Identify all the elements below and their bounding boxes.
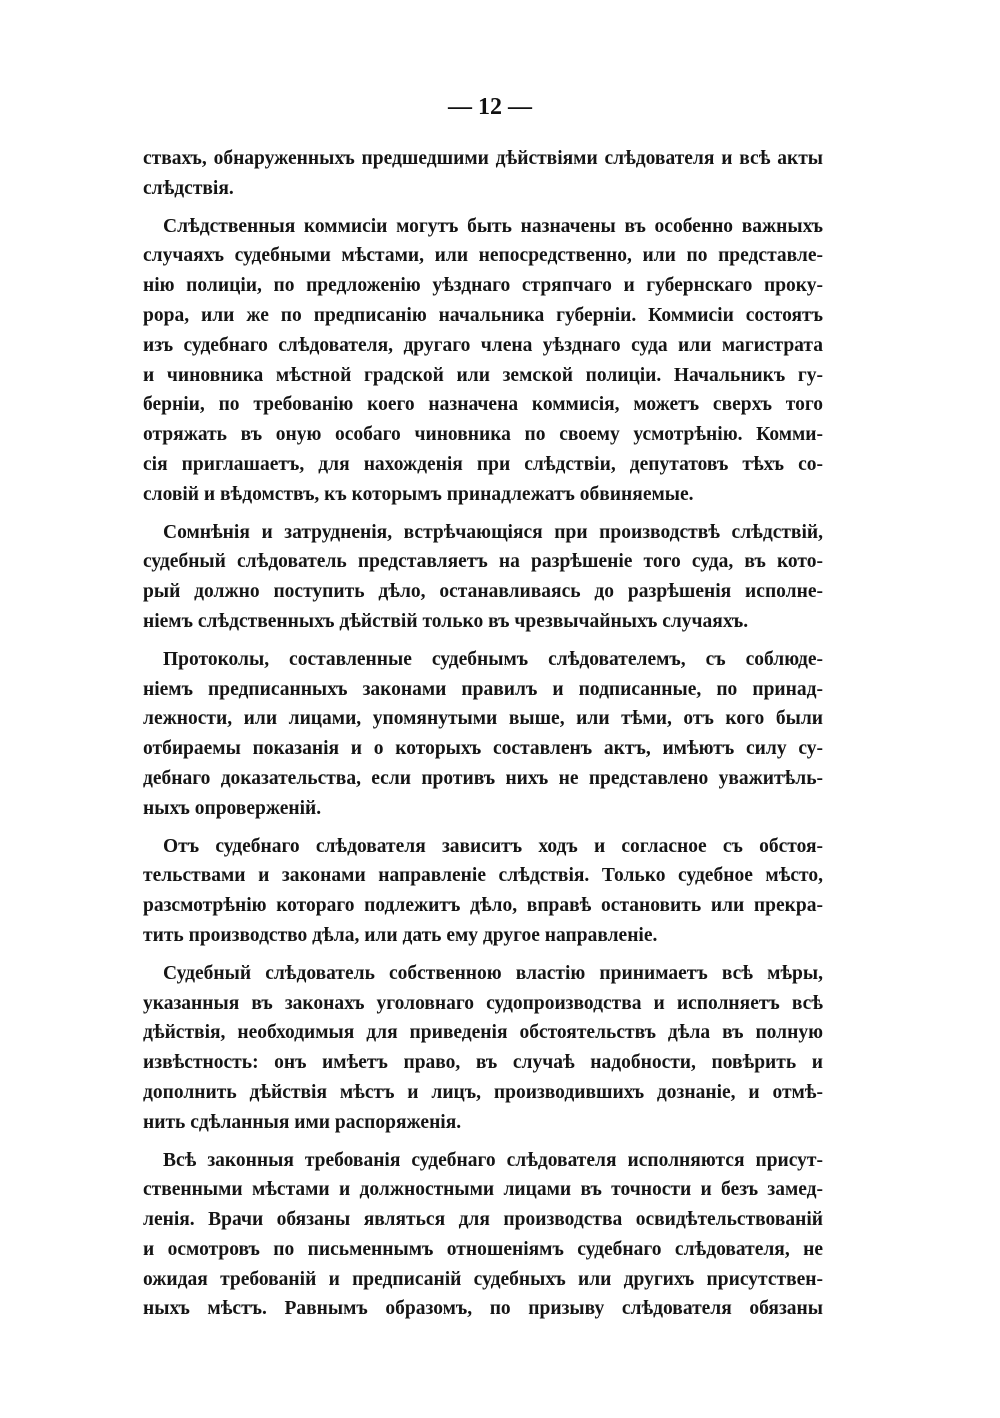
text-line: и чиновника мѣстной градской или земской полиціи. Начальникъ гу- [143, 364, 823, 386]
paragraph [143, 144, 823, 204]
text-line: ніемъ предписанныхъ законами правилъ и подписанные, по принад- [143, 678, 823, 700]
text-line: отбираемы показанія и о которыхъ составленъ актъ, имѣютъ силу су- [143, 738, 823, 760]
text-line: нить сдѣланныя ими распоряженія. [143, 1111, 462, 1133]
text-line: Протоколы, составленные судебнымъ слѣдователемъ, съ соблюде- [163, 648, 823, 670]
paragraph [143, 645, 823, 824]
text-line: Отъ судебнаго слѣдователя зависитъ ходъ и согласное съ обстоя- [163, 835, 823, 857]
text-line: ныхъ мѣстъ. Равнымъ образомъ, по призыву слѣдователя обязаны [143, 1298, 823, 1320]
paragraph [143, 212, 823, 510]
text-line: лежности, или лицами, упомянутыми выше, или тѣми, отъ кого были [143, 708, 823, 730]
text-line: слѣдствія. [143, 177, 234, 199]
text-line: Слѣдственныя коммисіи могутъ быть назначены въ особенно важныхъ [163, 215, 823, 237]
text-line: рора, или же по предписанію начальника губерніи. Коммисіи состоятъ [143, 304, 823, 326]
paragraph [143, 959, 823, 1138]
page-number: — 12 — [448, 94, 532, 120]
text-line: извѣстность: онъ имѣетъ право, въ случаѣ надобности, повѣрить и [143, 1052, 823, 1074]
paragraph [143, 832, 823, 951]
text-line: ныхъ опроверженій. [143, 797, 322, 819]
text-line: отряжать въ оную особаго чиновника по своему усмотрѣнію. Комми- [143, 424, 823, 446]
text-line: сія приглашаетъ, для нахожденія при слѣдствіи, депутатовъ тѣхъ со- [143, 453, 823, 475]
text-line: словій и вѣдомствъ, къ которымъ принадлежатъ обвиняемые. [143, 483, 694, 505]
text-line: дѣйствія, необходимыя для приведенія обстоятельствъ дѣла въ полную [143, 1022, 823, 1044]
text-line: нію полиціи, по предложенію уѣзднаго стряпчаго и губернскаго проку- [143, 275, 823, 297]
text-line: дебнаго доказательства, если противъ нихъ не представлено уважитѣль- [143, 767, 823, 789]
text-line: указанныя въ законахъ уголовнаго судопроизводства и исполняетъ всѣ [143, 992, 823, 1014]
paragraph [143, 1146, 823, 1325]
text-line: ленія. Врачи обязаны являться для производства освидѣтельствованій [143, 1209, 823, 1231]
body-text [143, 144, 823, 1332]
text-line: Всѣ законныя требованія судебнаго слѣдователя исполняются присут- [163, 1149, 823, 1171]
text-line: тельствами и законами направленіе слѣдствія. Только судебное мѣсто, [143, 865, 823, 887]
text-line: разсмотрѣнію котораго подлежитъ дѣло, вправѣ остановить или прекра- [143, 895, 823, 917]
text-line: ственными мѣстами и должностными лицами въ точности и безъ замед- [143, 1179, 823, 1201]
text-line: Сомнѣнія и затрудненія, встрѣчающіяся при производствѣ слѣдствій, [163, 521, 823, 543]
paragraph [143, 518, 823, 637]
text-line: рый должно поступить дѣло, останавливаясь до разрѣшенія исполне- [143, 581, 823, 603]
text-line: дополнить дѣйствія мѣстъ и лицъ, производившихъ дознаніе, и отмѣ- [143, 1081, 823, 1103]
text-line: ожидая требованій и предписаній судебныхъ или другихъ присутствен- [143, 1268, 823, 1290]
text-line: берніи, по требованію коего назначена коммисія, можетъ сверхъ того [143, 394, 823, 416]
text-line: Судебный слѣдователь собственною властію принимаетъ всѣ мѣры, [163, 962, 823, 984]
text-line: ніемъ слѣдственныхъ дѣйствій только въ чрезвычайныхъ случаяхъ. [143, 610, 749, 632]
text-line: судебный слѣдователь представляетъ на разрѣшеніе того суда, въ кото- [143, 551, 823, 573]
text-line: изъ судебнаго слѣдователя, другаго члена уѣзднаго суда или магистрата [143, 334, 823, 356]
text-line: случаяхъ судебными мѣстами, или непосредственно, или по представле- [143, 245, 823, 267]
text-line: ствахъ, обнаруженныхъ предшедшими дѣйствіями слѣдователя и всѣ акты [143, 148, 823, 169]
text-line: тить производство дѣла, или дать ему другое направленіе. [143, 924, 658, 946]
text-line: и осмотровъ по письменнымъ отношеніямъ судебнаго слѣдователя, не [143, 1238, 823, 1260]
